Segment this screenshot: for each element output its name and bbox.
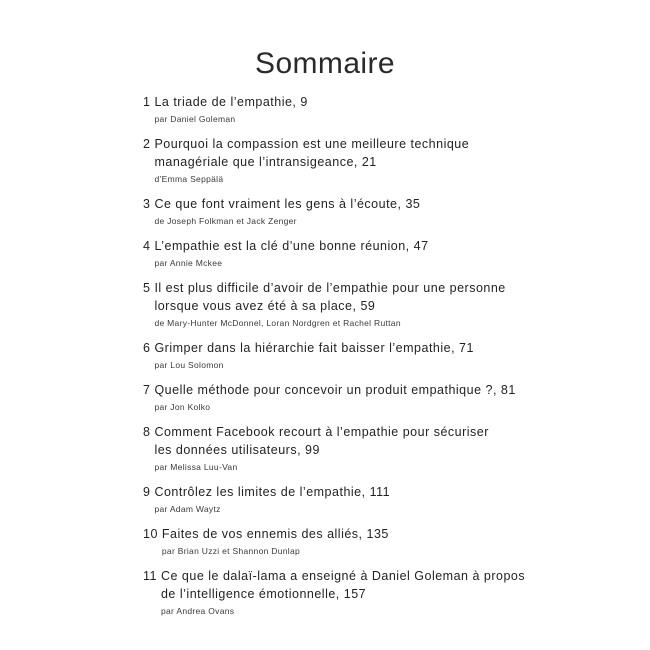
chapter-title: Faites de vos ennemis des alliés, 135 bbox=[161, 527, 389, 541]
toc-entry-4 bbox=[143, 237, 623, 272]
chapter-number: 6 bbox=[143, 341, 151, 355]
chapter-author: de Joseph Folkman et Jack Zenger bbox=[154, 216, 297, 226]
chapter-title: Comment Facebook recourt à l’empathie pour sécuriser bbox=[154, 425, 489, 439]
toc-entry-9 bbox=[143, 483, 623, 518]
chapter-body bbox=[154, 381, 515, 416]
chapter-body bbox=[154, 339, 474, 374]
chapter-number: 5 bbox=[143, 281, 151, 295]
chapter-title: Contrôlez les limites de l’empathie, 111 bbox=[154, 485, 391, 499]
chapter-body bbox=[154, 279, 505, 332]
page-title: Sommaire bbox=[255, 47, 395, 81]
toc-entry-1 bbox=[143, 93, 623, 128]
chapter-number: 7 bbox=[143, 383, 151, 397]
toc-entry-7 bbox=[143, 381, 623, 416]
chapter-title-continued: les données utilisateurs, 99 bbox=[154, 443, 320, 457]
chapter-author: par Annie Mckee bbox=[154, 258, 223, 268]
chapter-title: Pourquoi la compassion est une meilleure technique bbox=[154, 137, 470, 151]
toc-entry-11 bbox=[143, 567, 623, 620]
toc-entry-3 bbox=[143, 195, 623, 230]
chapter-number: 1 bbox=[143, 95, 151, 109]
chapter-title: Ce que font vraiment les gens à l’écoute, 35 bbox=[154, 197, 421, 211]
chapter-author: de Mary-Hunter McDonnel, Loran Nordgren et Rachel Ruttan bbox=[154, 318, 401, 328]
chapter-body bbox=[154, 483, 390, 518]
chapter-body bbox=[154, 93, 307, 128]
toc-entry-6 bbox=[143, 339, 623, 374]
chapter-number: 10 bbox=[143, 527, 158, 541]
chapter-title-continued: lorsque vous avez été à sa place, 59 bbox=[154, 299, 376, 313]
chapter-author: par Daniel Goleman bbox=[154, 114, 236, 124]
chapter-author: par Jon Kolko bbox=[154, 402, 211, 412]
chapter-number: 4 bbox=[143, 239, 151, 253]
chapter-title-continued: managériale que l’intransigeance, 21 bbox=[154, 155, 377, 169]
chapter-author: par Brian Uzzi et Shannon Dunlap bbox=[161, 546, 301, 556]
chapter-title: La triade de l’empathie, 9 bbox=[154, 95, 308, 109]
chapter-number: 2 bbox=[143, 137, 151, 151]
chapter-author: par Lou Solomon bbox=[154, 360, 224, 370]
toc-entry-5 bbox=[143, 279, 623, 332]
chapter-author: par Melissa Luu-Van bbox=[154, 462, 238, 472]
chapter-title: Ce que le dalaï-lama a enseigné à Daniel Goleman à propos bbox=[160, 569, 526, 583]
chapter-title: Il est plus difficile d’avoir de l’empathie pour une personne bbox=[154, 281, 506, 295]
chapter-author: d’Emma Seppälä bbox=[154, 174, 224, 184]
toc-entry-2 bbox=[143, 135, 623, 188]
chapter-number: 9 bbox=[143, 485, 151, 499]
chapter-number: 8 bbox=[143, 425, 151, 439]
chapter-title-continued: de l’intelligence émotionnelle, 157 bbox=[160, 587, 367, 601]
chapter-title: Quelle méthode pour concevoir un produit empathique ?, 81 bbox=[154, 383, 516, 397]
chapter-body bbox=[162, 525, 389, 560]
chapter-body bbox=[154, 135, 469, 188]
chapter-body bbox=[154, 237, 428, 272]
chapter-body bbox=[154, 423, 488, 476]
toc-entry-10 bbox=[143, 525, 623, 560]
chapter-number: 11 bbox=[143, 569, 157, 583]
chapter-author: par Andrea Ovans bbox=[160, 606, 235, 616]
chapter-author: par Adam Waytz bbox=[154, 504, 221, 514]
toc-entry-8 bbox=[143, 423, 623, 476]
chapter-title: Grimper dans la hiérarchie fait baisser l’empathie, 71 bbox=[154, 341, 474, 355]
chapter-body bbox=[154, 195, 420, 230]
chapter-number: 3 bbox=[143, 197, 151, 211]
chapter-body bbox=[161, 567, 525, 620]
table-of-contents bbox=[143, 93, 623, 627]
chapter-title: L’empathie est la clé d’une bonne réunion, 47 bbox=[154, 239, 429, 253]
